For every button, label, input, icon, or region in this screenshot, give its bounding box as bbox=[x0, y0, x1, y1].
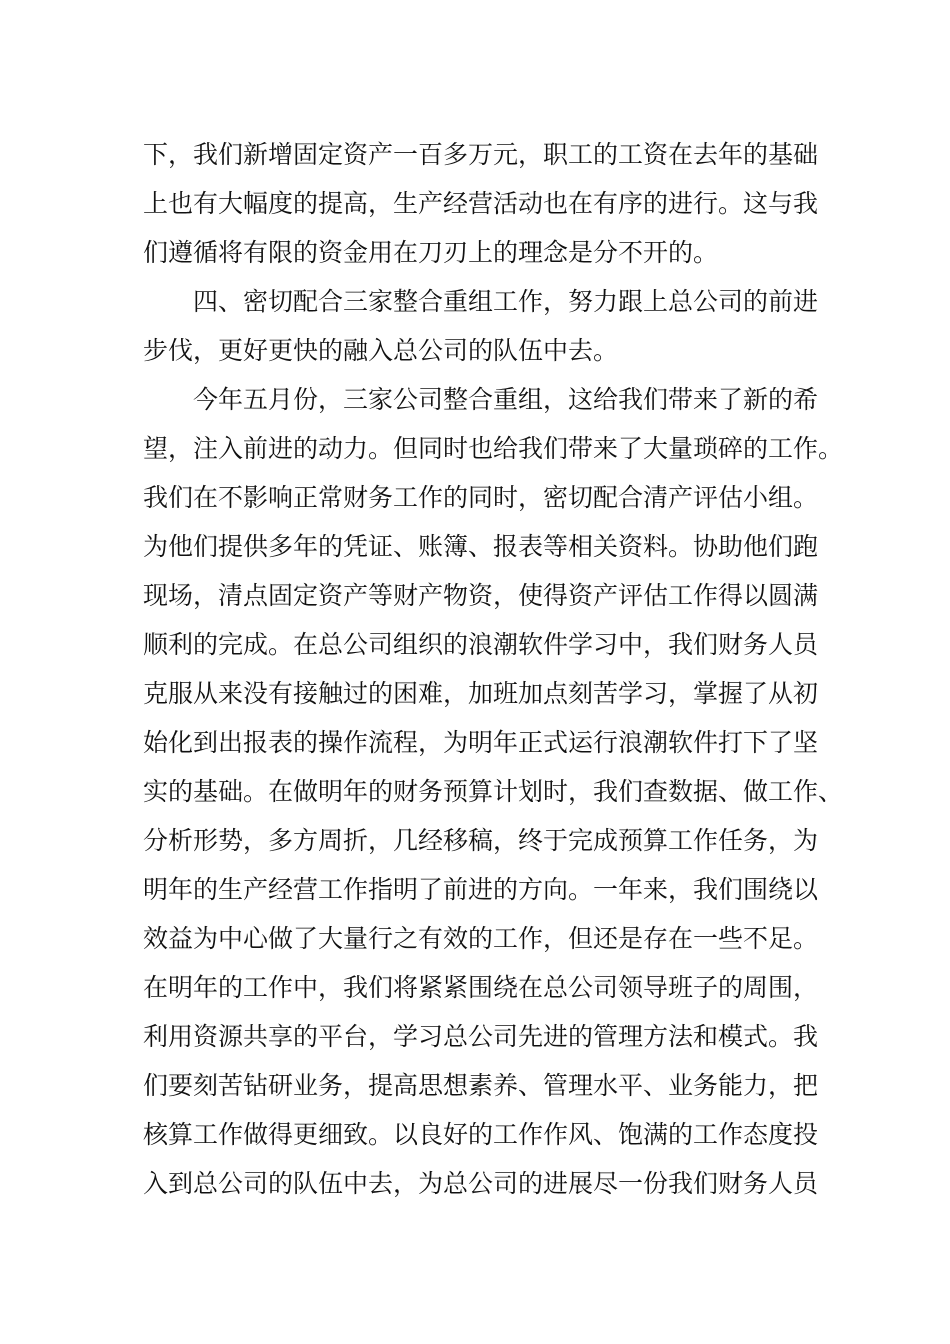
text-line: 们遵循将有限的资金用在刀刃上的理念是分不开的。 bbox=[143, 238, 719, 267]
text-line: 实的基础。在做明年的财务预算计划时，我们查数据、做工作、 bbox=[143, 777, 843, 806]
text-line: 克服从来没有接触过的困难，加班加点刻苦学习，掌握了从初 bbox=[143, 679, 819, 708]
text-line: 顺利的完成。在总公司组织的浪潮软件学习中，我们财务人员 bbox=[143, 630, 819, 659]
text-line: 入到总公司的队伍中去，为总公司的进展尽一份我们财务人员 bbox=[143, 1169, 819, 1198]
text-line: 始化到出报表的操作流程，为明年正式运行浪潮软件打下了坚 bbox=[143, 728, 819, 757]
text-line: 利用资源共享的平台，学习总公司先进的管理方法和模式。我 bbox=[143, 1022, 819, 1051]
text-line: 望，注入前进的动力。但同时也给我们带来了大量琐碎的工作。 bbox=[143, 434, 843, 463]
text-line: 步伐，更好更快的融入总公司的队伍中去。 bbox=[143, 336, 619, 365]
document-body bbox=[143, 130, 843, 1208]
text-line: 我们在不影响正常财务工作的同时，密切配合清产评估小组。 bbox=[143, 483, 819, 512]
text-line: 明年的生产经营工作指明了前进的方向。一年来，我们围绕以 bbox=[143, 875, 819, 904]
text-line: 今年五月份，三家公司整合重组，这给我们带来了新的希 bbox=[143, 385, 819, 414]
text-line: 们要刻苦钻研业务，提高思想素养、管理水平、业务能力，把 bbox=[143, 1071, 819, 1100]
text-line: 分析形势，多方周折，几经移稿，终于完成预算工作任务，为 bbox=[143, 826, 819, 855]
text-line: 下，我们新增固定资产一百多万元，职工的工资在去年的基础 bbox=[143, 140, 819, 169]
text-line: 效益为中心做了大量行之有效的工作，但还是存在一些不足。 bbox=[143, 924, 819, 953]
text-line: 在明年的工作中，我们将紧紧围绕在总公司领导班子的周围， bbox=[143, 973, 819, 1002]
text-line: 上也有大幅度的提高，生产经营活动也在有序的进行。这与我 bbox=[143, 189, 819, 218]
text-line: 为他们提供多年的凭证、账簿、报表等相关资料。协助他们跑 bbox=[143, 532, 819, 561]
text-line: 核算工作做得更细致。以良好的工作作风、饱满的工作态度投 bbox=[143, 1120, 819, 1149]
text-line: 现场，清点固定资产等财产物资，使得资产评估工作得以圆满 bbox=[143, 581, 819, 610]
text-line: 四、密切配合三家整合重组工作，努力跟上总公司的前进 bbox=[143, 287, 819, 316]
